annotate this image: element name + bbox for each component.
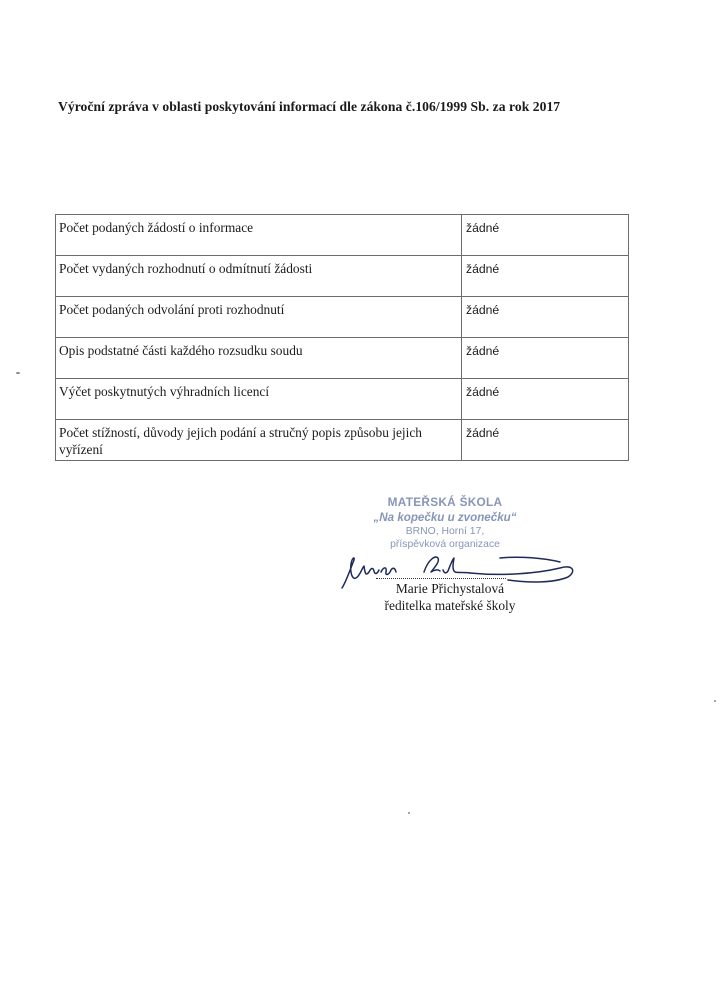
row-answer: žádné bbox=[462, 215, 629, 256]
table-row bbox=[56, 338, 629, 379]
row-question: Počet stížností, důvody jejich podání a stručný popis způsobu jejich vyřízení bbox=[56, 420, 462, 461]
table-row bbox=[56, 256, 629, 297]
signer-block bbox=[350, 580, 550, 614]
row-answer: žádné bbox=[462, 256, 629, 297]
stamp-line-subtitle: „Na kopečku u zvonečku“ bbox=[373, 511, 517, 524]
signer-name: Marie Přichystalová bbox=[395, 581, 505, 596]
stamp-line-organization: příspěvková organizace bbox=[390, 539, 500, 550]
table-row bbox=[56, 297, 629, 338]
stamp-line-name: MATEŘSKÁ ŠKOLA bbox=[387, 495, 503, 509]
signer-role: ředitelka mateřské školy bbox=[384, 598, 516, 613]
row-question: Výčet poskytnutých výhradních licencí bbox=[56, 379, 462, 420]
row-question: Počet vydaných rozhodnutí o odmítnutí žádosti bbox=[56, 256, 462, 297]
scan-speck bbox=[408, 812, 410, 814]
row-answer: žádné bbox=[462, 379, 629, 420]
row-answer: žádné bbox=[462, 338, 629, 379]
stamp-line-address: BRNO, Horní 17, bbox=[405, 526, 485, 537]
row-answer: žádné bbox=[462, 420, 629, 461]
scan-speck bbox=[714, 700, 716, 702]
row-question: Opis podstatné části každého rozsudku soudu bbox=[56, 338, 462, 379]
row-answer: žádné bbox=[462, 297, 629, 338]
row-question: Počet podaných žádostí o informace bbox=[56, 215, 462, 256]
report-table bbox=[55, 214, 629, 461]
table-row bbox=[56, 420, 629, 461]
signature-line bbox=[376, 578, 506, 579]
document-title: Výroční zpráva v oblasti poskytování informací dle zákona č.106/1999 Sb. za rok 2017 bbox=[58, 99, 561, 114]
table-row bbox=[56, 379, 629, 420]
scan-speck bbox=[16, 372, 20, 374]
row-question: Počet podaných odvolání proti rozhodnutí bbox=[56, 297, 462, 338]
school-stamp bbox=[330, 495, 560, 551]
table-row bbox=[56, 215, 629, 256]
